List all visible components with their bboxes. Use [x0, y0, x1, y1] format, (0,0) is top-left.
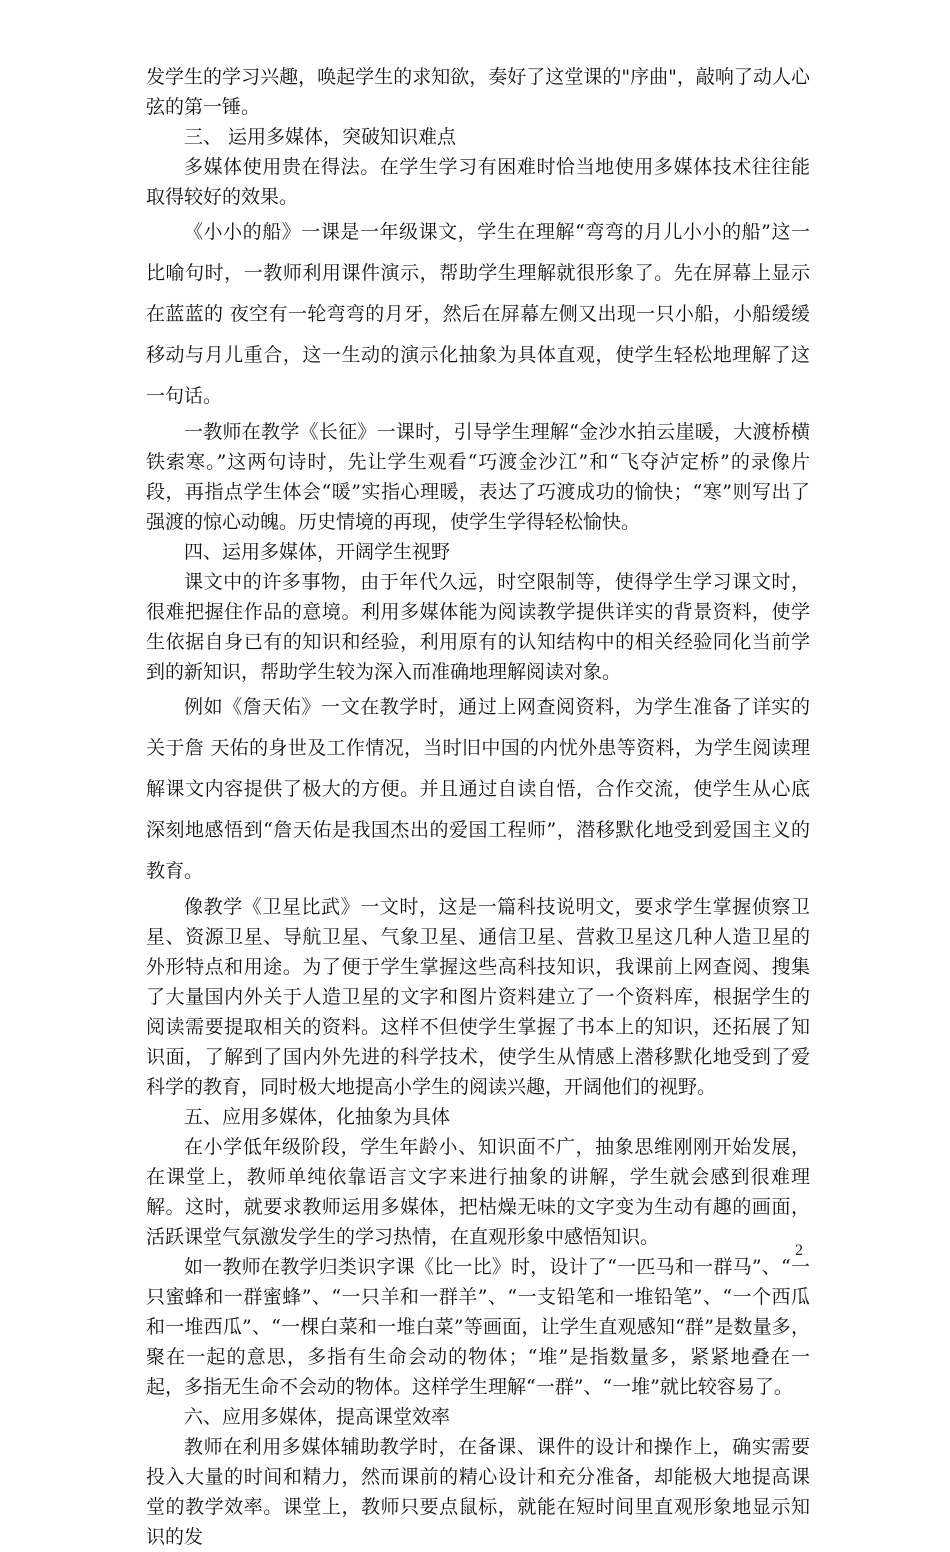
paragraph: 一教师在教学《长征》一课时，引导学生理解“金沙水拍云崖暖，大渡桥横铁索寒。”这两句诗时，先让学生观看“巧渡金沙江”和“飞夺泸定桥”的录像片段，再指点学生体会“暖”实指心理暖，表达了巧渡成功的愉快；“寒”则写出了强渡的惊心动魄。历史情境的再现，使学生学得轻松愉快。 — [146, 421, 810, 533]
paragraph: 课文中的许多事物，由于年代久远，时空限制等，使得学生学习课文时，很难把握住作品的意境。利用多媒体能为阅读教学提供详实的背景资料，使学生依据自身已有的知识和经验，利用原有的认知结构中的相关经验同化当前学到的新知识，帮助学生较为深入而准确地理解阅读对象。 — [146, 571, 810, 683]
section-heading: 三、 运用多媒体，突破知识难点 — [184, 126, 457, 148]
paragraph: 如一教师在教学归类识字课《比一比》时，设计了“一匹马和一群马”、“一只蜜蜂和一群蜜蜂”、“一只羊和一群羊”、“一支铅笔和一堆铅笔”、“一个西瓜和一堆西瓜”、“一棵白菜和一堆白菜”等画面，让学生直观感知“群”是数量多，聚在一起的意思，多指有生命会动的物体；“堆”是指数量多，紧紧地叠在一起，多指无生命不会动的物体。这样学生理解“一群”、“一堆”就比较容易了。 — [146, 1256, 810, 1398]
paragraph: 教师在利用多媒体辅助教学时，在备课、课件的设计和操作上，确实需要投入大量的时间和精力，然而课前的精心设计和充分准备，却能极大地提高课堂的教学效率。课堂上，教师只要点鼠标，就能在短时间里直观形象地显示知识的发 — [146, 1436, 810, 1548]
section-heading: 六、应用多媒体，提高课堂效率 — [184, 1406, 451, 1428]
document-body — [146, 62, 810, 1552]
page-number: 2 — [795, 1242, 803, 1259]
paragraph: 发学生的学习兴趣，唤起学生的求知欲，奏好了这堂课的"序曲"，敲响了动人心弦的第一锤。 — [146, 66, 810, 118]
paragraph: 在小学低年级阶段，学生年龄小、知识面不广，抽象思维刚刚开始发展，在课堂上，教师单纯依靠语言文字来进行抽象的讲解，学生就会感到很难理解。这时，就要求教师运用多媒体，把枯燥无味的文字变为生动有趣的画面，活跃课堂气氛激发学生的学习热情，在直观形象中感悟知识。 — [146, 1136, 810, 1248]
paragraph: 多媒体使用贵在得法。在学生学习有困难时恰当地使用多媒体技术往往能取得较好的效果。 — [146, 156, 810, 208]
section-heading: 四、运用多媒体，开阔学生视野 — [184, 541, 451, 563]
paragraph: 《小小的船》一课是一年级课文，学生在理解“弯弯的月儿小小的船”这一比喻句时，一教师利用课件演示，帮助学生理解就很形象了。先在屏幕上显示在蓝蓝的 夜空有一轮弯弯的月牙，然后在屏幕左侧又出现一只小船，小船缓缓移动与月儿重合，这一生动的演示化抽象为具体直观，使学生轻松地理解了这一句话。 — [146, 221, 810, 407]
paragraph: 像教学《卫星比武》一文时，这是一篇科技说明文，要求学生掌握侦察卫星、资源卫星、导航卫星、气象卫星、通信卫星、营救卫星这几种人造卫星的外形特点和用途。为了便于学生掌握这些高科技知识，我课前上网查阅、搜集了大量国内外关于人造卫星的文字和图片资料建立了一个资料库，根据学生的阅读需要提取相关的资料。这样不但使学生掌握了书本上的知识，还拓展了知识面，了解到了国内外先进的科学技术，使学生从情感上潜移默化地受到了爱科学的教育，同时极大地提高小学生的阅读兴趣，开阔他们的视野。 — [146, 896, 810, 1098]
section-heading: 五、应用多媒体，化抽象为具体 — [184, 1106, 451, 1128]
paragraph: 例如《詹天佑》一文在教学时，通过上网查阅资料，为学生准备了详实的关于詹 天佑的身世及工作情况，当时旧中国的内忧外患等资料，为学生阅读理解课文内容提供了极大的方便。并且通过自读自悟，合作交流，使学生从心底深刻地感悟到“詹天佑是我国杰出的爱国工程师”，潜移默化地受到爱国主义的教育。 — [146, 696, 810, 882]
